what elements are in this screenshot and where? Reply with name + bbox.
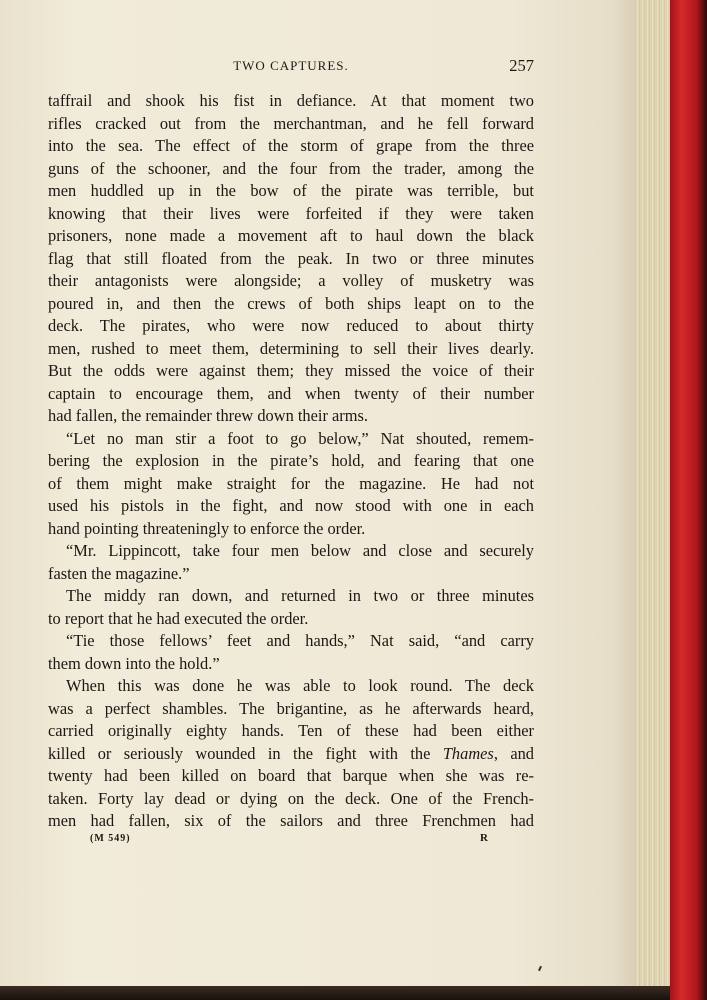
text-line: captain to encourage them, and when twenty of their number — [48, 383, 534, 403]
text-line: of them might make straight for the magazine. He had not — [48, 473, 534, 493]
text-line: knowing that their lives were forfeited if they were taken — [48, 203, 534, 223]
red-book-cover — [670, 0, 707, 1000]
text-line: guns of the schooner, and the four from the trader, among the — [48, 158, 534, 178]
text-line: “Tie those fellows’ feet and hands,” Nat said, “and carry — [66, 631, 534, 650]
text-line: taken. Forty lay dead or dying on the deck. One of the French- — [48, 788, 534, 808]
text-line: flag that still floated from the peak. In two or three minutes — [48, 248, 534, 268]
text-line: “Mr. Lippincott, take four men below and close and securely — [66, 541, 534, 560]
text-line: men had fallen, six of the sailors and three Frenchmen had — [48, 811, 534, 830]
text-line: twenty had been killed on board that barque when she was re- — [48, 766, 534, 785]
text-line: The middy ran down, and returned in two or three minutes — [66, 586, 534, 605]
ship-name: Thames — [442, 743, 494, 763]
text-line: into the sea. The effect of the storm of grape from the three — [48, 136, 534, 155]
running-title: TWO CAPTURES. — [233, 58, 349, 73]
text-line: them down into the hold.” — [48, 653, 220, 673]
text-line: prisoners, none made a movement aft to haul down the black — [48, 226, 534, 245]
text-line: to report that he had executed the order. — [48, 608, 309, 628]
ink-speck — [538, 966, 542, 971]
text-line: “Let no man stir a foot to go below,” Nat shouted, remem- — [66, 428, 534, 448]
text-line: men huddled up in the bow of the pirate was terrible, but — [48, 181, 534, 200]
text-line: But the odds were against them; they missed the voice of their — [48, 361, 534, 380]
text-line: deck. The pirates, who were now reduced to about thirty — [48, 316, 534, 335]
text-line: men, rushed to meet them, determining to sell their lives dearly. — [48, 338, 534, 358]
text-line: had fallen, the remainder threw down their arms. — [48, 406, 368, 425]
book-bottom-edge — [0, 986, 670, 1000]
text-line: used his pistols in the fight, and now stood with one in each — [48, 496, 534, 515]
signature-code: (M 549) — [90, 833, 131, 844]
signature-mark — [48, 833, 534, 851]
running-head — [48, 56, 534, 78]
text-line: poured in, and then the crews of both ships leapt on to the — [48, 293, 534, 313]
text-line: was a perfect shambles. The brigantine, as he afterwards heard, — [48, 698, 534, 718]
text-line: rifles cracked out from the merchantman, and he fell forward — [48, 113, 534, 133]
text-line: carried originally eighty hands. Ten of these had been either — [48, 721, 534, 740]
text-line: When this was done he was able to look round. The deck — [66, 676, 534, 695]
text-line: fasten the magazine.” — [48, 563, 190, 583]
signature-letter: R — [480, 832, 488, 844]
text-line: hand pointing threateningly to enforce the order. — [48, 518, 366, 538]
text-line: bering the explosion in the pirate’s hold, and fearing that one — [48, 451, 534, 470]
text-line: taffrail and shook his fist in defiance. At that moment two — [48, 91, 534, 110]
text-line: their antagonists were alongside; a volley of musketry was — [48, 271, 534, 290]
page-block-edge — [636, 0, 670, 990]
page-number: 257 — [509, 56, 534, 75]
text-line: killed or seriously wounded in the fight with the Thames, and — [48, 743, 534, 763]
body-text — [48, 90, 534, 833]
